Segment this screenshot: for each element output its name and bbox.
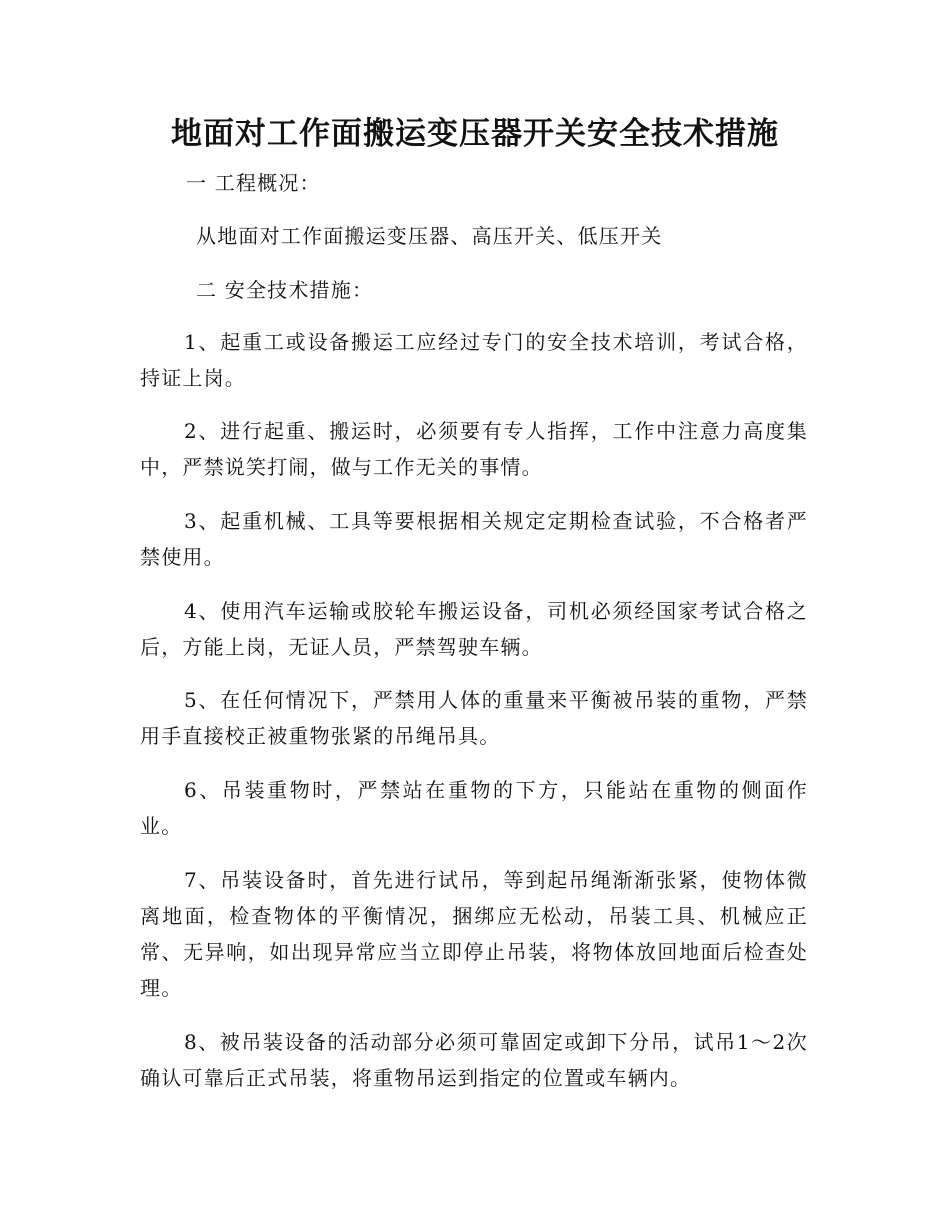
- measure-item-3: 3、起重机械、工具等要根据相关规定定期检查试验，不合格者严禁使用。: [140, 509, 808, 569]
- document-title: 地面对工作面搬运变压器开关安全技术措施: [171, 116, 779, 152]
- overview-text: 从地面对工作面搬运变压器、高压开关、低压开关: [196, 224, 663, 248]
- measure-item-6: 6、吊装重物时，严禁站在重物的下方，只能站在重物的侧面作业。: [140, 778, 808, 838]
- measure-item-5: 5、在任何情况下，严禁用人体的重量来平衡被吊装的重物，严禁用手直接校正被重物张紧的吊绳吊具。: [140, 688, 808, 748]
- section-heading-overview: 一 工程概况：: [186, 171, 321, 195]
- measure-item-4: 4、使用汽车运输或胶轮车搬运设备，司机必须经国家考试合格之后，方能上岗，无证人员，严禁驾驶车辆。: [140, 599, 808, 659]
- measure-item-1: 1、起重工或设备搬运工应经过专门的安全技术培训，考试合格，持证上岗。: [140, 330, 808, 390]
- measure-item-8: 8、被吊装设备的活动部分必须可靠固定或卸下分吊，试吊1～2次确认可靠后正式吊装，将重物吊运到指定的位置或车辆内。: [140, 1030, 808, 1090]
- measure-item-2: 2、进行起重、搬运时，必须要有专人指挥，工作中注意力高度集中，严禁说笑打闹，做与工作无关的事情。: [140, 419, 808, 479]
- measure-item-7: 7、吊装设备时，首先进行试吊，等到起吊绳渐渐张紧，使物体微离地面，检查物体的平衡情况，捆绑应无松动，吊装工具、机械应正常、无异响，如出现异常应当立即停止吊装，将物体放回地面后检查处理。: [140, 868, 808, 1000]
- section-heading-measures: 二 安全技术措施：: [196, 278, 374, 302]
